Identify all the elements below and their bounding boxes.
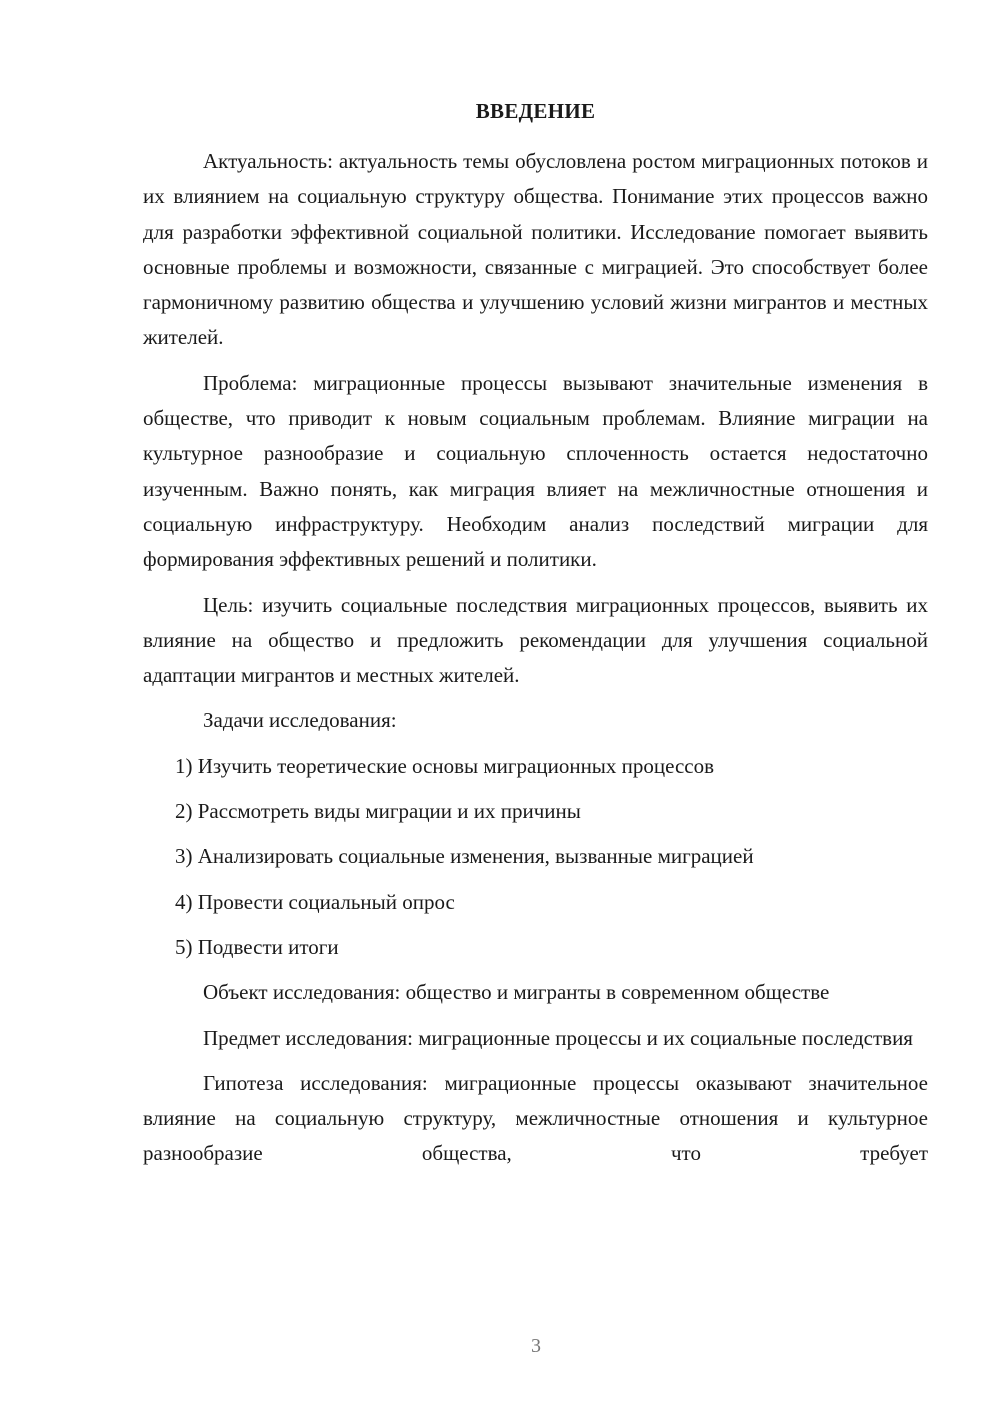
paragraph-hypothesis: Гипотеза исследования: миграционные процессы оказывают значительное влияние на социальную структуру, межличностные отношения и культурное разнообразие общества, что требует [143,1070,928,1166]
list-item: 5) Подвести итоги [175,934,339,959]
paragraph-problem: Проблема: миграционные процессы вызывают значительные изменения в обществе, что приводит к новым социальным проблемам. Влияние миграции на культурное разнообразие и социальную сплоченность остается недостаточно изученным. Важно понять, как миграция влияет на межличностные отношения и социальную инфраструктуру. Необходим анализ последствий миграции для формирования эффективных решений и политики. [143,370,928,572]
document-page [143,96,928,1182]
list-item: 3) Анализировать социальные изменения, вызванные миграцией [175,844,754,869]
list-item: 4) Провести социальный опрос [175,889,455,914]
list-item: 2) Рассмотреть виды миграции и их причины [175,799,581,824]
paragraph-object: Объект исследования: общество и мигранты в современном обществе [203,980,830,1005]
paragraph-subject: Предмет исследования: миграционные процессы и их социальные последствия [203,1025,913,1050]
paragraph-goal: Цель: изучить социальные последствия миграционных процессов, выявить их влияние на общество и предложить рекомендации для улучшения социальной адаптации мигрантов и местных жителей. [143,592,928,688]
task-list [143,749,928,965]
paragraph-tasks-heading: Задачи исследования: [203,708,397,733]
page-number: 3 [531,1335,541,1357]
list-item: 1) Изучить теоретические основы миграционных процессов [175,753,715,778]
paragraph-relevance: Актуальность: актуальность темы обусловлена ростом миграционных потоков и их влиянием на социальную структуру общества. Понимание этих процессов важно для разработки эффективной социальной политики. Исследование помогает выявить основные проблемы и возможности, связанные с миграцией. Это способствует более гармоничному развитию общества и улучшению условий жизни мигрантов и местных жителей. [143,149,928,350]
page-title: ВВЕДЕНИЕ [475,99,596,123]
